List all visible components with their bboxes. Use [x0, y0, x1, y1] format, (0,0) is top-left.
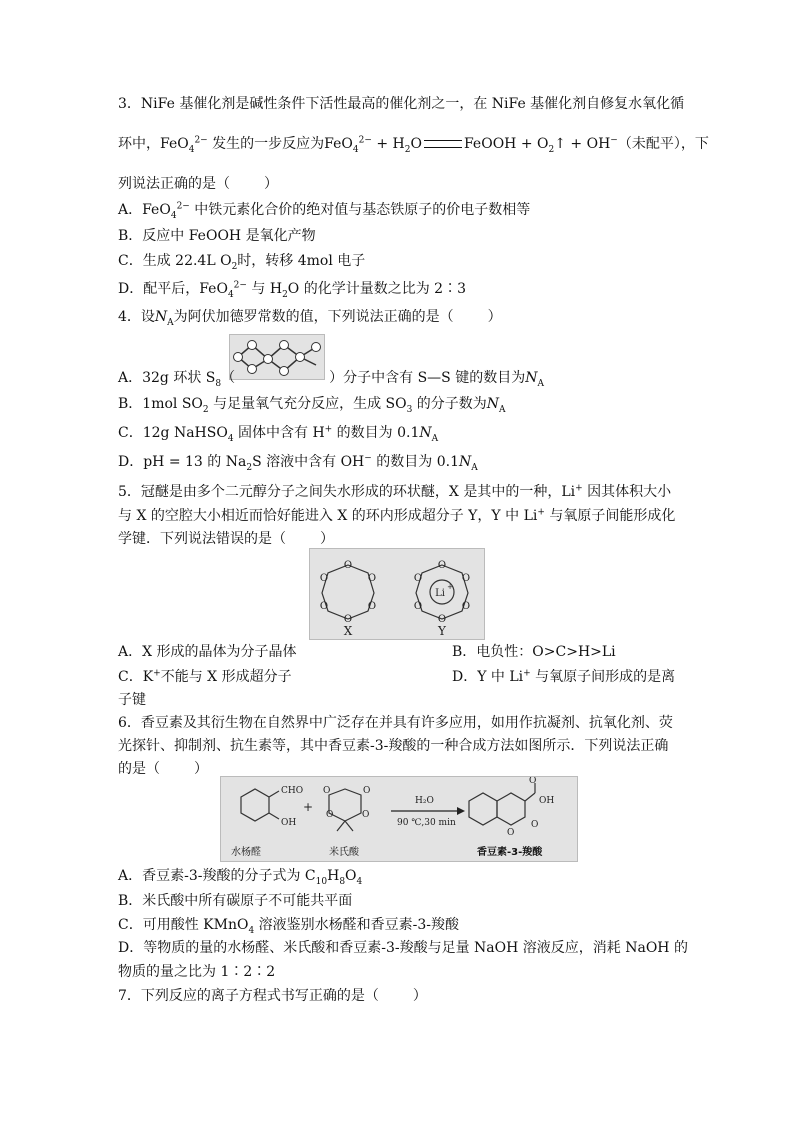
crown-ether-diagram	[310, 549, 484, 639]
coumarin-acid-label: 香豆素-3-羧酸	[477, 847, 543, 858]
q3-line1: 3．NiFe 基催化剂是碱性条件下活性最高的催化剂之一，在 NiFe 基催化剂自修复水氧化循	[118, 96, 685, 112]
label-y: Y	[438, 624, 446, 638]
oxygen-label: O	[326, 810, 334, 820]
oxygen-label: O	[437, 614, 447, 625]
oxygen-label: O	[367, 573, 377, 584]
q4-option-d: D．pH = 13 的 $Na_2S$ 溶液中含有 OH− 的数目为 $0.1N_A$	[118, 453, 478, 473]
q6-option-a: A．香豆素-3-羧酸的分子式为 $C_{10}H_8O_4$	[118, 868, 363, 887]
q5-option-b: B．电负性：O>C>H>Li	[452, 644, 616, 660]
q3-option-c: C．生成 22.4L $O_2$时，转移 4mol 电子	[118, 253, 366, 272]
q3-line3: 列说法正确的是（ ）	[118, 176, 278, 192]
plus-charge: +	[447, 583, 453, 591]
q3-option-a: A．FeO$_4^{2-}$ 中铁元素化合价的绝对值与基态铁原子的价电子数相等	[118, 201, 531, 221]
q6-option-d-cont: 物质的量之比为 1∶2∶2	[118, 964, 276, 980]
q5-line1: 5．冠醚是由多个二元醇分子之间失水形成的环状醚，X 是其中的一种，Li+ 因其体积大小	[118, 483, 672, 500]
lithium-label: Li	[435, 588, 445, 599]
q4-stem: 4．设$N_A$为阿伏加德罗常数的值，下列说法正确的是（ ）	[118, 309, 502, 328]
q3-option-b: B．反应中 FeOOH 是氧化产物	[118, 228, 316, 244]
oxygen-label: O	[362, 810, 370, 820]
q3-option-d: D．配平后，FeO$_4^{2-}$ 与 $H_2O$ 的化学计量数之比为 2∶3	[118, 280, 466, 300]
q6-option-c: C．可用酸性 KMnO$_4$ 溶液鉴别水杨醛和香豆素-3-羧酸	[118, 917, 460, 936]
oxygen-label: O	[363, 786, 371, 796]
oh-label: OH	[281, 818, 297, 828]
q6-line3: 的是（ ）	[118, 761, 208, 777]
oxygen-label: O	[531, 820, 539, 830]
oh-label: OH	[539, 796, 555, 806]
crown-ether-figure	[309, 548, 485, 640]
oxygen-label: O	[461, 573, 471, 584]
q3-line2: 环中，FeO$_4^{2-}$ 发生的一步反应为$FeO_4^{2-} + H_2O$ FeOOH + $O_2↑ + OH^-$（未配平），下	[118, 135, 709, 155]
q6-line2: 光探针、抑制剂、抗生素等，其中香豆素-3-羧酸的一种合成方法如图所示．下列说法正确	[118, 738, 669, 754]
q4-option-b: B．1mol $SO_2$ 与足量氧气充分反应，生成 $SO_3$ 的分子数为$N_A$	[118, 396, 506, 415]
salicylaldehyde-label: 水杨醛	[231, 847, 261, 858]
label-x: X	[343, 624, 353, 638]
oxygen-label: O	[437, 560, 447, 571]
reagent-label: H₂O	[415, 796, 434, 806]
plus-sign: +	[303, 800, 314, 814]
q5-line3: 学键．下列说法错误的是（ ）	[118, 531, 334, 547]
q5-option-c: C．K+不能与 X 形成超分子	[118, 668, 292, 685]
q5-option-d: D．Y 中 Li+ 与氧原子间形成的是离	[452, 668, 676, 685]
q7-stem: 7．下列反应的离子方程式书写正确的是（ ）	[118, 988, 427, 1004]
meldrums-acid-label: 米氏酸	[329, 847, 359, 858]
oxygen-label: O	[529, 777, 537, 786]
coumarin-synthesis-diagram	[221, 777, 577, 861]
oxygen-label: O	[413, 601, 423, 612]
oxygen-label: O	[319, 573, 329, 584]
q4-option-a: A．32g 环状 $S_8$（ ）分子中含有 S—S 键的数目为$N_A$	[118, 370, 544, 389]
oxygen-label: O	[461, 601, 471, 612]
cho-label: CHO	[281, 786, 304, 796]
q6-line1: 6．香豆素及其衍生物在自然界中广泛存在并具有许多应用，如用作抗凝剂、抗氧化剂、荧	[118, 715, 673, 731]
q4-option-c: C．12g NaHSO$_4$ 固体中含有 H+ 的数目为 $0.1N_A$	[118, 424, 439, 444]
q6-option-b: B．米氏酸中所有碳原子不可能共平面	[118, 893, 353, 909]
q6-option-d: D．等物质的量的水杨醛、米氏酸和香豆素-3-羧酸与足量 NaOH 溶液反应，消耗 NaOH 的	[118, 940, 688, 956]
oxygen-label: O	[319, 601, 329, 612]
oxygen-label: O	[323, 786, 331, 796]
q5-line2: 与 X 的空腔大小相近而恰好能进入 X 的环内形成超分子 Y，Y 中 Li+ 与氧原子间能形成化	[118, 507, 676, 524]
condition-label: 90 ℃,30 min	[397, 818, 456, 828]
coumarin-synthesis-figure	[220, 776, 578, 862]
oxygen-label: O	[413, 573, 423, 584]
oxygen-label: O	[343, 560, 353, 571]
q5-option-d-cont: 子键	[118, 692, 146, 708]
oxygen-label: O	[507, 828, 515, 838]
q5-option-a: A．X 形成的晶体为分子晶体	[118, 644, 297, 660]
oxygen-label: O	[367, 601, 377, 612]
oxygen-label: O	[343, 614, 353, 625]
equals-arrow	[424, 140, 462, 148]
